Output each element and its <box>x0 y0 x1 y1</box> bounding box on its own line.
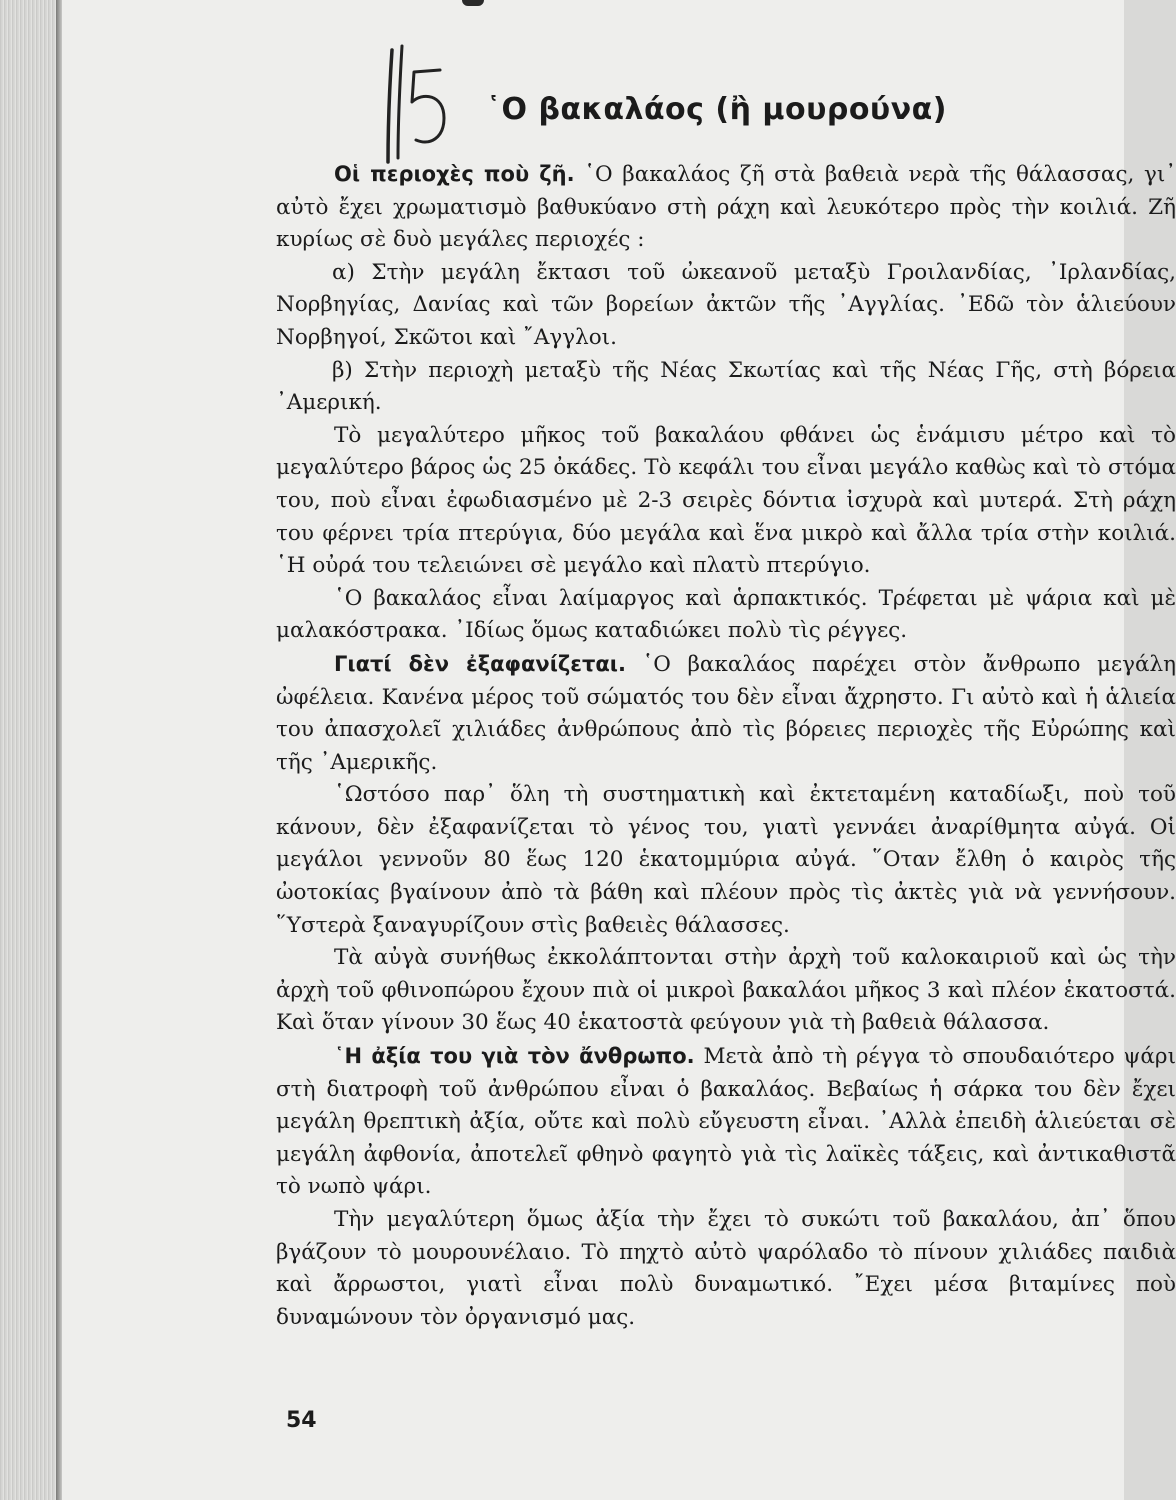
habitat-text: ῾Ο βακαλάος ζῆ στὰ βαθειὰ νερὰ τῆς θάλασσας, γι᾽ αὐτὸ ἔχει χρωματισμὸ βαθυκύανο στὴ ράχη καὶ λευκότερο πρὸς τὴν κοιλιά. Ζῆ κυρίως σὲ δυὸ μεγάλες περιοχές : <box>276 162 1176 253</box>
hatching-paragraph: Τὰ αὐγὰ συνήθως ἐκκολάπτονται στὴν ἀρχὴ τοῦ καλοκαιριοῦ καὶ ὡς τὴν ἀρχὴ τοῦ φθινοπώρου ἔχουν πιὰ οἱ μικροὶ βακαλάοι μῆκος 3 καὶ πλέον ἑκατοστά. Καὶ ὅταν γίνουν 30 ἕως 40 ἑκατοστὰ φεύγουν γιὰ τὴ βαθειὰ θάλασσα. <box>276 945 1176 1036</box>
value-paragraph <box>276 1040 1176 1204</box>
page-number: 54 <box>286 1408 317 1433</box>
lesson-body <box>276 158 1176 1334</box>
book-page <box>62 0 1176 1500</box>
lesson-title: ῾Ο βακαλάος (ἢ μουρούνα) <box>486 92 947 127</box>
eggs-paragraph: ῾Ωστόσο παρ᾽ ὅλη τὴ συστηματικὴ καὶ ἐκτεταμένη καταδίωξι, ποὺ τοῦ κάνουν, δὲν ἐξαφανίζεται τὸ γένος του, γιατὶ γεννάει ἀναρίθμητα αὐγά. Οἱ μεγάλοι γεννοῦν 80 ἕως 120 ἑκατομμύρια αὐγά. ῞Οταν ἔλθη ὁ καιρὸς τῆς ὠοτοκίας βγαίνουν ἀπὸ τὰ βάθη καὶ πλέουν πρὸς τὶς ἀκτὲς γιὰ νὰ γεννήσουν. ῞Υστερὰ ξαναγυρίζουν στὶς βαθειὲς θάλασσες. <box>276 782 1176 938</box>
habitat-heading: Οἱ περιοχὲς ποὺ ζῆ. <box>334 162 575 186</box>
diet-paragraph: ῾Ο βακαλάος εἶναι λαίμαργος καὶ ἁρπακτικός. Τρέφεται μὲ ψάρια καὶ μὲ μαλακόστρακα. ᾿Ιδίως ὅμως καταδιώκει πολὺ τὶς ρέγγες. <box>276 585 1176 644</box>
survival-heading: Γιατί δὲν ἐξαφανίζεται. <box>334 651 626 676</box>
value-heading: ῾Η ἀξία του γιὰ τὸν ἄνθρωπο. <box>334 1044 695 1069</box>
handwritten-lesson-number <box>378 40 458 170</box>
habitat-item-a: α) Στὴν μεγάλη ἔκτασι τοῦ ὠκεανοῦ μεταξὺ Γροιλανδίας, ᾿Ιρλανδίας, Νορβηγίας, Δανίας καὶ τῶν βορείων ἀκτῶν τῆς ᾿Αγγλίας. ᾿Εδῶ τὸν ἁλιεύουν Νορβηγοί, Σκῶτοι καὶ ῎Αγγλοι. <box>276 259 1176 350</box>
book-page-edges <box>0 0 62 1500</box>
survival-paragraph <box>276 648 1176 779</box>
habitat-paragraph <box>276 158 1176 257</box>
ink-mark <box>462 0 484 6</box>
liver-oil-paragraph: Τὴν μεγαλύτερη ὅμως ἀξία τὴν ἔχει τὸ συκώτι τοῦ βακαλάου, ἀπ᾽ ὅπου βγάζουν τὸ μουρουνέλαιο. Τὸ πηχτὸ αὐτὸ ψαρόλαδο τὸ πίνουν χιλιάδες παιδιὰ καὶ ἄρρωστοι, γιατὶ εἶναι πολὺ δυναμωτικό. ῎Εχει μέσα βιταμίνες ποὺ δυναμώνουν τὸν ὀργανισμό μας. <box>276 1207 1176 1330</box>
survival-text: ῾Ο βακαλάος παρέχει στὸν ἄνθρωπο μεγάλη ὠφέλεια. Κανένα μέρος τοῦ σώματός του δὲν εἶναι ἄχρηστο. Γι αὐτὸ καὶ ἡ ἁλιεία του ἀπασχολεῖ χιλιάδες ἀνθρώπους ἀπὸ τὶς βόρειες περιοχὲς τῆς Εὐρώπης καὶ τῆς ᾿Αμερικῆς. <box>276 651 1176 775</box>
habitat-item-b: β) Στὴν περιοχὴ μεταξὺ τῆς Νέας Σκωτίας καὶ τῆς Νέας Γῆς, στὴ βόρεια ᾿Αμερική. <box>276 357 1176 416</box>
size-paragraph: Τὸ μεγαλύτερο μῆκος τοῦ βακαλάου φθάνει ὡς ἑνάμισυ μέτρο καὶ τὸ μεγαλύτερο βάρος ὡς 25 ὀκάδες. Τὸ κεφάλι του εἶναι μεγάλο καθὼς καὶ τὸ στόμα του, ποὺ εἶναι ἐφωδιασμένο μὲ 2-3 σειρὲς δόντια ἰσχυρὰ καὶ μυτερά. Στὴ ράχη του φέρνει τρία πτερύγια, δύο μεγάλα καὶ ἕνα μικρὸ καὶ ἄλλα τρία στὴν κοιλιά. ῾Η οὐρά του τελειώνει σὲ μεγάλο καὶ πλατὺ πτερύγιο. <box>276 422 1176 579</box>
value-text: Μετὰ ἀπὸ τὴ ρέγγα τὸ σπουδαιότερο ψάρι στὴ διατροφὴ τοῦ ἀνθρώπου εἶναι ὁ βακαλάος. Βεβαίως ἡ σάρκα του δὲν ἔχει μεγάλη θρεπτικὴ ἀξία, οὔτε καὶ πολὺ εὔγευστη εἶναι. ᾿Αλλὰ ἐπειδὴ ἁλιεύεται σὲ μεγάλη ἀφθονία, ἀποτελεῖ φθηνὸ φαγητὸ γιὰ τὶς λαϊκὲς τάξεις, καὶ ἀντικαθιστᾶ τὸ νωπὸ ψάρι. <box>276 1044 1176 1200</box>
